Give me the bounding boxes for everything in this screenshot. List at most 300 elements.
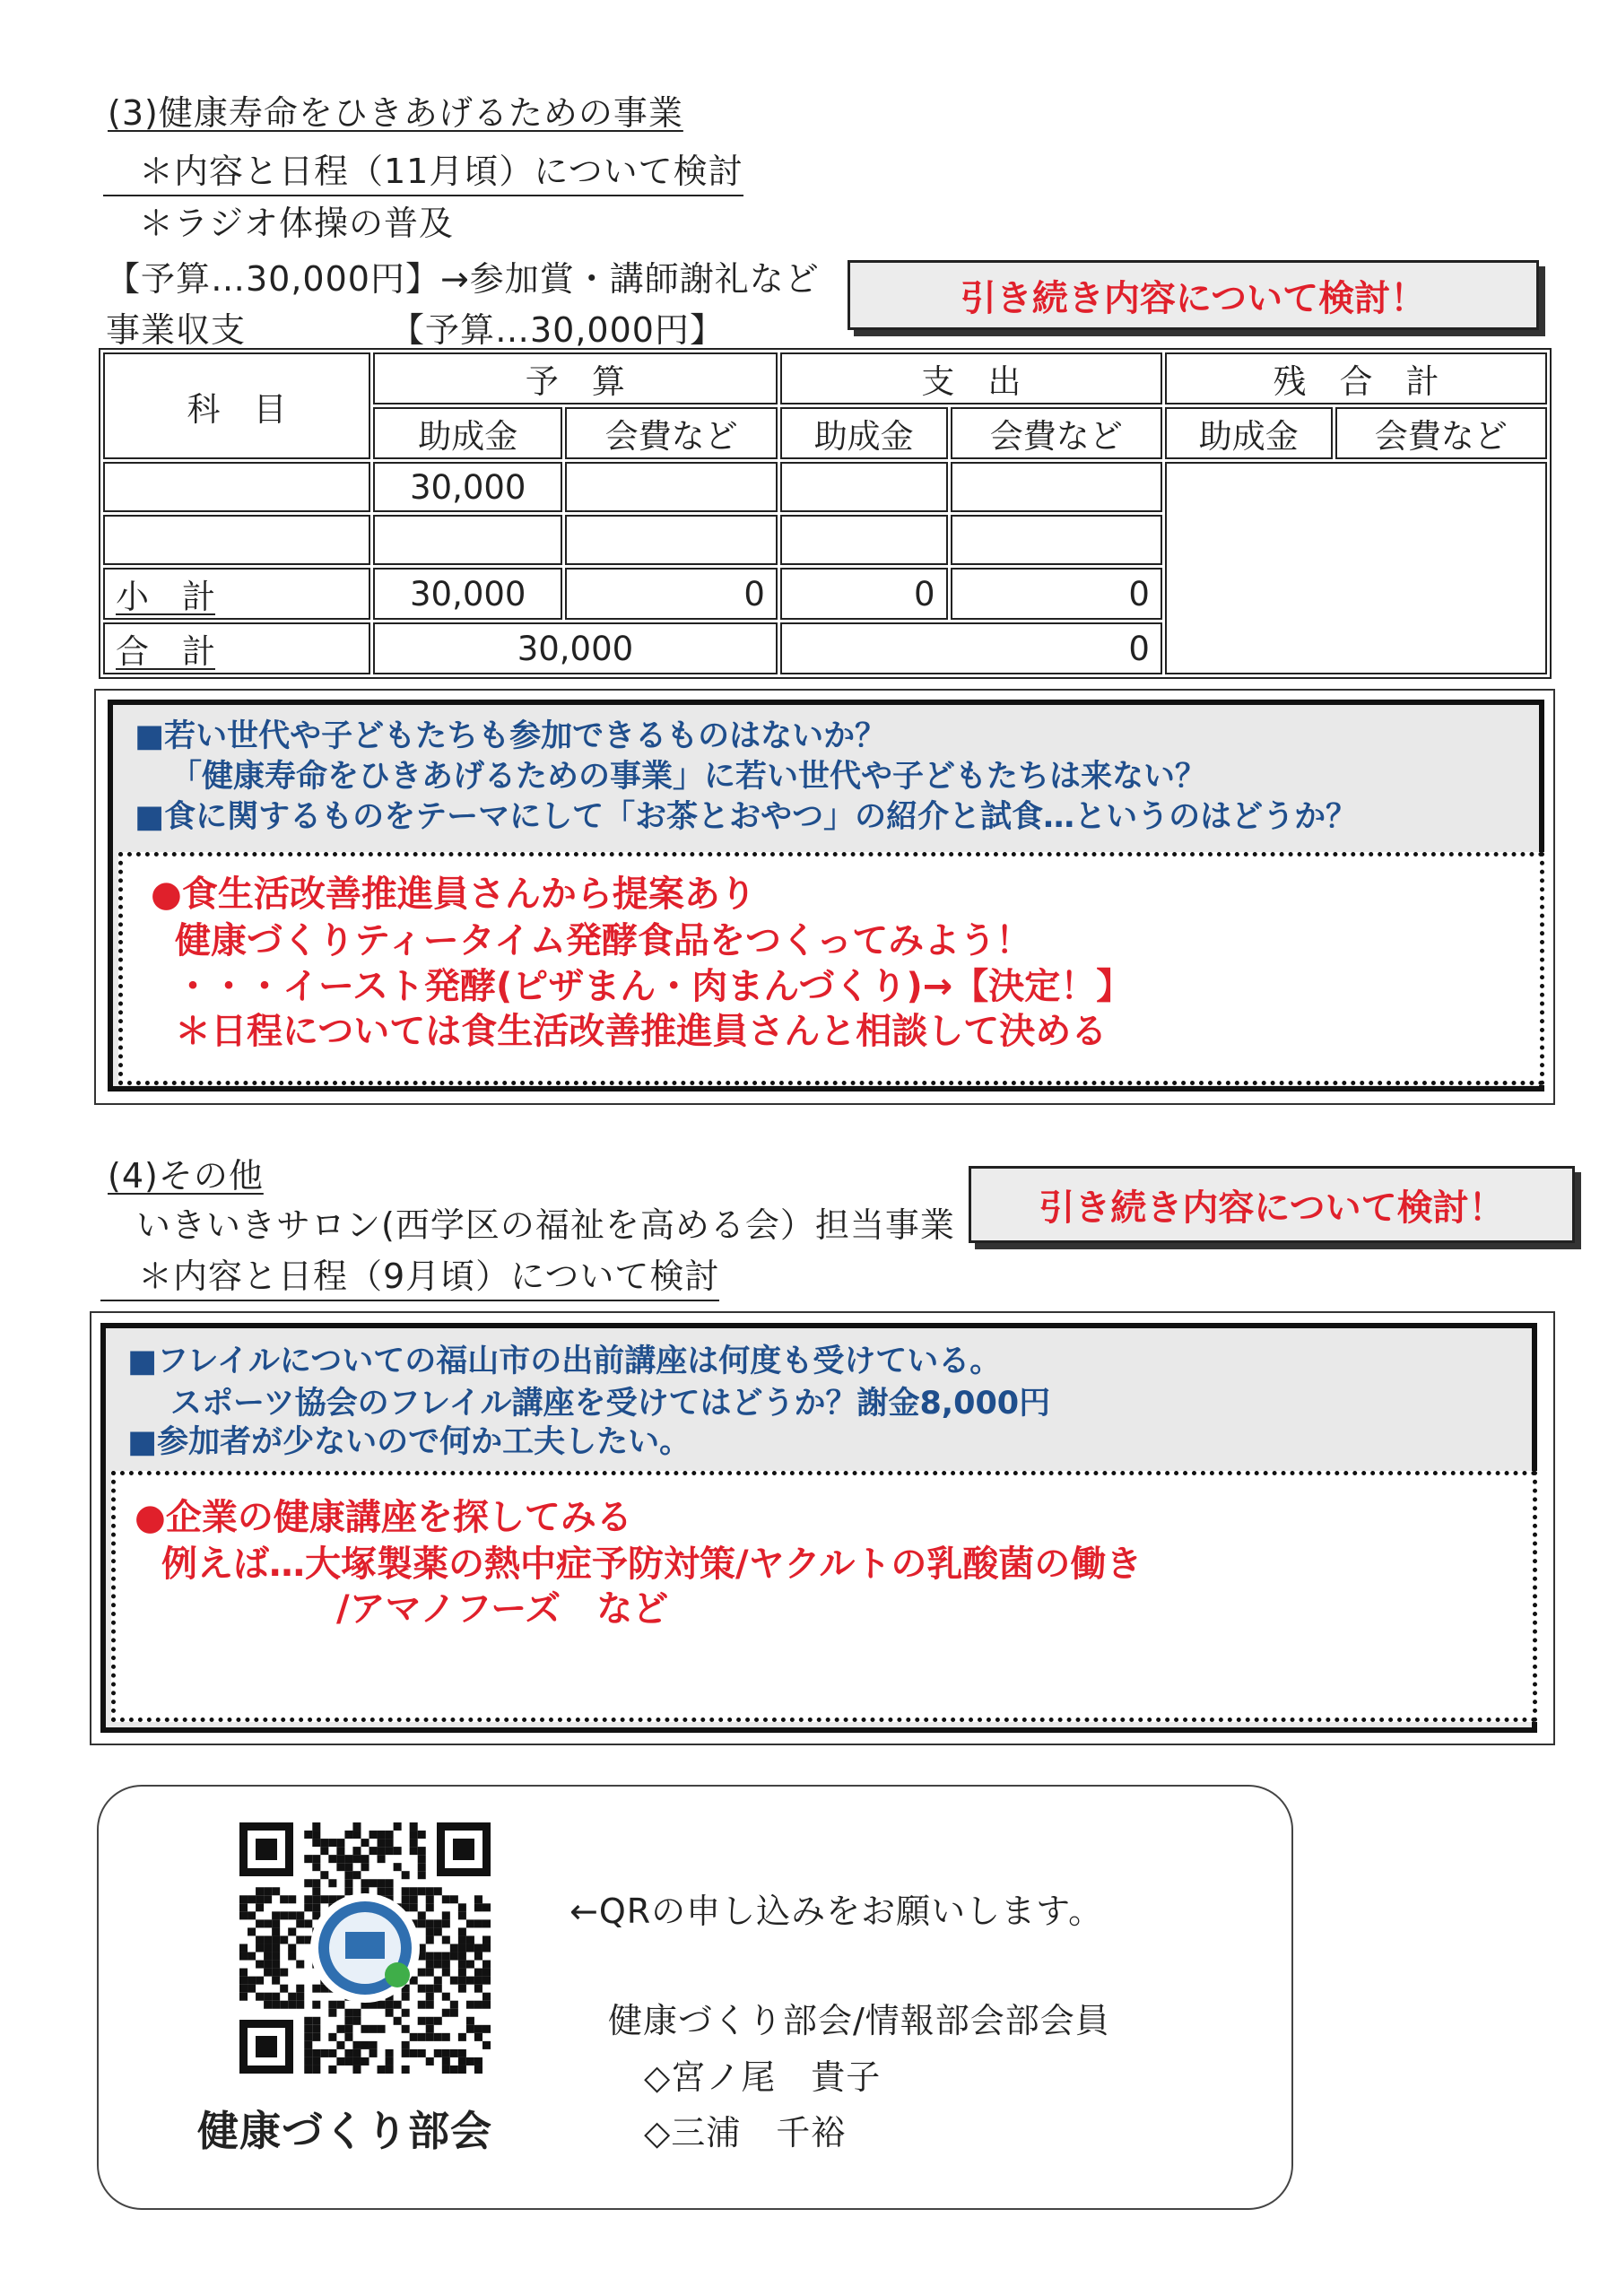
qr-module [272,1887,280,1895]
qr-module [386,1839,394,1847]
qr-module [256,1895,264,1903]
discussion1-a2: 健康づくりティータイム発酵食品をつくってみよう！ [175,920,1032,961]
qr-module [280,1985,288,1993]
qr-module [312,1895,320,1903]
qr-module [304,2041,312,2049]
qr-module [450,1977,458,1985]
qr-module [352,2017,361,2025]
qr-module [474,1969,482,1977]
qr-module [402,2009,410,2017]
qr-module [369,1847,378,1855]
qr-module [458,1903,466,1911]
qr-module [304,1879,312,1887]
qr-module [328,2033,336,2041]
qr-module [288,2001,296,2009]
qr-module [304,1919,312,1927]
qr-module [458,1977,466,1985]
qr-module [474,2033,482,2041]
row2-kamoku [103,515,370,565]
qr-module [248,1895,256,1903]
qr-module [402,2041,410,2049]
qr-module [336,1855,344,1863]
qr-module [402,2066,410,2074]
shokei-label: 小 計 [103,568,370,620]
qr-module [418,2049,426,2057]
qr-module [418,1911,426,1919]
qr-module [256,1935,264,1944]
qr-module [288,1911,296,1919]
qr-module [304,1903,312,1911]
qr-module [466,1919,474,1927]
qr-module [474,2025,482,2033]
qr-module [272,1911,280,1919]
qr-module [426,1993,434,2001]
qr-module [474,1952,482,1961]
qr-module [482,1977,491,1985]
qr-module [361,1855,369,1863]
qr-module [402,1895,410,1903]
discussion1-q3: ■食に関するものをテーマにして「お茶とおやつ」の紹介と試食…というのはどうか？ [135,799,1358,835]
shushi-budget: 【予算…30,000円】 [390,310,725,350]
qr-module [344,1887,352,1895]
header-shishutsu: 支 出 [780,352,1162,404]
zan-total-cell [1165,462,1547,674]
qr-module [239,1985,248,1993]
qr-module [312,1863,320,1871]
qr-module [336,2041,344,2049]
qr-module [369,1879,378,1887]
org-name: 健康づくり部会 [197,2107,492,2155]
qr-module [426,1961,434,1969]
qr-module [426,1927,434,1935]
qr-module [272,1944,280,1952]
qr-module [320,1847,328,1855]
qr-module [410,2033,418,2041]
qr-module [361,1879,369,1887]
qr-module [418,1831,426,1839]
gokei-yosan: 30,000 [373,622,778,674]
qr-module [418,1863,426,1871]
discussion1-a3: ・・・イースト発酵(ピザまん・肉まんづくり)→【決定！】 [175,966,1133,1007]
header-yosan: 予 算 [373,352,778,404]
qr-module [410,1822,418,1831]
qr-module [458,2057,466,2066]
qr-module [386,1847,394,1855]
qr-module [450,1895,458,1903]
section3-budget-line: 【予算…30,000円】→参加賞・講師謝礼など [106,259,820,299]
qr-module [394,1863,402,1871]
qr-module [264,1895,272,1903]
qr-module [369,2049,378,2057]
qr-module [239,1977,248,1985]
qr-module [482,1919,491,1927]
sub-josei: 助成金 [373,407,562,459]
discussion2-q3: ■参加者が少ないので何か工夫したい。 [127,1424,691,1460]
sub-kaihi: 会費など [951,407,1162,459]
qr-module [426,1952,434,1961]
qr-module [418,1969,426,1977]
qr-module [442,1895,450,1903]
qr-module [256,1887,264,1895]
row1-kamoku [103,462,370,512]
qr-module [296,1935,304,1944]
qr-module [361,1863,369,1871]
qr-module [378,1831,386,1839]
discussion1-q2: 「健康寿命をひきあげるための事業」に若い世代や子どもたちは来ない？ [170,759,1207,795]
qr-module [458,1911,466,1919]
qr-module [344,1863,352,1871]
qr-module [344,2033,352,2041]
qr-module [352,1855,361,1863]
qr-module [361,2041,369,2049]
qr-module [378,2025,386,2033]
row2-cell [780,515,948,565]
qr-module [442,2066,450,2074]
qr-module [402,1871,410,1879]
section4-heading: (4)その他 [108,1156,264,1196]
qr-module [264,1961,272,1969]
qr-module [256,1944,264,1952]
qr-module [369,2025,378,2033]
qr-module [361,1839,369,1847]
qr-module [386,1887,394,1895]
qr-module [434,1985,442,1993]
section3-item-radio: ＊ラジオ体操の普及 [139,204,455,243]
discussion1-q1: ■若い世代や子どもたちも参加できるものはないか？ [135,718,887,754]
qr-module [418,1887,426,1895]
qr-module [466,1944,474,1952]
qr-module [450,2001,458,2009]
qr-module [264,1952,272,1961]
qr-module [466,2057,474,2066]
qr-module [344,1855,352,1863]
qr-module [418,1847,426,1855]
qr-module [466,1977,474,1985]
qr-module [288,1993,296,2001]
qr-module [352,1847,361,1855]
qr-module [466,2025,474,2033]
qr-module [256,1961,264,1969]
qr-module [410,1831,418,1839]
qr-module [304,2066,312,2074]
members-title: 健康づくり部会/情報部会部会員 [608,2001,1110,2040]
qr-module [352,2066,361,2074]
qr-module [474,2057,482,2066]
qr-module [458,1985,466,1993]
qr-module [474,1977,482,1985]
qr-module [312,2017,320,2025]
qr-module [280,1969,288,1977]
qr-module [344,2025,352,2033]
qr-module [272,1927,280,1935]
qr-module [386,2001,394,2009]
qr-module [394,2017,402,2025]
qr-module [458,1969,466,1977]
qr-module [482,2001,491,2009]
qr-module [474,1903,482,1911]
qr-module [402,2025,410,2033]
qr-module [328,2049,336,2057]
qr-module [426,1935,434,1944]
qr-module [352,2057,361,2066]
qr-module [434,2033,442,2041]
qr-module [312,1985,320,1993]
qr-module [466,2001,474,2009]
qr-module [239,1895,248,1903]
qr-module [450,2009,458,2017]
qr-module [264,1935,272,1944]
shokei-shishutsu-kaihi: 0 [951,568,1162,620]
qr-module [304,2017,312,2025]
qr-module [458,1927,466,1935]
qr-module [239,1944,248,1952]
qr-module [394,1847,402,1855]
qr-module [248,1911,256,1919]
qr-module [458,1952,466,1961]
qr-module [426,1887,434,1895]
qr-module [426,2025,434,2033]
qr-module [344,2009,352,2017]
qr-module [386,1879,394,1887]
qr-module [344,1831,352,1839]
qr-module [418,2017,426,2025]
qr-module [264,1919,272,1927]
qr-module [434,1887,442,1895]
qr-module [248,1977,256,1985]
qr-module [450,1952,458,1961]
qr-module [386,2009,394,2017]
qr-module [352,2049,361,2057]
sub-kaihi: 会費など [565,407,777,459]
qr-module [280,1895,288,1903]
qr-module [328,2009,336,2017]
header-zan: 残 合 計 [1165,352,1547,404]
qr-module [458,1935,466,1944]
qr-module [418,1855,426,1863]
qr-module [378,1879,386,1887]
qr-module [272,1969,280,1977]
shokei-yosan-kaihi: 0 [565,568,777,620]
qr-module [328,1855,336,1863]
qr-module [410,1887,418,1895]
qr-module [239,1903,248,1911]
row1-yosan-josei: 30,000 [373,462,562,512]
qr-module [304,1831,312,1839]
qr-module [344,1871,352,1879]
qr-module [474,2001,482,2009]
discussion2-a1: ●企業の健康講座を探してみる [135,1497,632,1538]
qr-module [386,2049,394,2057]
qr-module [264,1944,272,1952]
qr-module [256,1903,264,1911]
qr-module [288,1952,296,1961]
qr-module [239,1969,248,1977]
qr-module [458,2033,466,2041]
qr-module [466,1961,474,1969]
qr-module [312,1839,320,1847]
member-2: ◇三浦 千裕 [644,2113,847,2152]
qr-module [344,1879,352,1887]
qr-module [442,2049,450,2057]
qr-module [418,1919,426,1927]
qr-module [442,1961,450,1969]
qr-module [394,2001,402,2009]
qr-module [264,2001,272,2009]
qr-module [386,2066,394,2074]
qr-module [426,2057,434,2066]
qr-module [386,1831,394,1839]
qr-module [434,1927,442,1935]
section4-line2: ＊内容と日程（9月頃）について検討 [100,1248,719,1301]
qr-module [304,2057,312,2066]
qr-module [442,1919,450,1927]
header-kamoku: 科 目 [103,352,370,459]
qr-module [458,2049,466,2057]
qr-module [442,1911,450,1919]
qr-module [336,2001,344,2009]
qr-module [361,2057,369,2066]
qr-module [312,1822,320,1831]
row1-cell [565,462,777,512]
qr-module [434,2049,442,2057]
qr-module [296,1993,304,2001]
qr-module [402,2049,410,2057]
qr-module [312,2057,320,2066]
qr-module [458,1961,466,1969]
budget-table [99,348,1552,679]
qr-module [312,2001,320,2009]
qr-module [320,1871,328,1879]
qr-module [378,1887,386,1895]
qr-module [482,2025,491,2033]
qr-module [256,1993,264,2001]
qr-module [466,2017,474,2025]
qr-module [336,1847,344,1855]
qr-module [352,2041,361,2049]
qr-module [426,2001,434,2009]
discussion2-q2: スポーツ協会のフレイル講座を受けてはどうか？謝金8,000円 [170,1386,1051,1422]
qr-module [410,2049,418,2057]
qr-module [410,1895,418,1903]
qr-module [434,1961,442,1969]
qr-module [361,2025,369,2033]
qr-module [272,1993,280,2001]
qr-module [418,2001,426,2009]
qr-module [320,2049,328,2057]
qr-module [288,1895,296,1903]
qr-module [378,1839,386,1847]
qr-module [264,1887,272,1895]
qr-module [442,1993,450,2001]
qr-module [442,1969,450,1977]
qr-module [410,1839,418,1847]
discussion1-a1: ●食生活改善推進員さんから提案あり [151,874,756,915]
qr-module [336,2025,344,2033]
qr-module [312,1887,320,1895]
qr-module [320,1839,328,1847]
row2-cell [951,515,1162,565]
qr-module [264,1993,272,2001]
qr-module [248,1952,256,1961]
qr-module [442,1935,450,1944]
discussion1-a4: ＊日程については食生活改善推進員さんと相談して決める [175,1011,1108,1052]
qr-module [482,1935,491,1944]
section4-callout: 引き続き内容について検討！ [969,1166,1575,1243]
qr-module [272,1919,280,1927]
qr-module [256,1919,264,1927]
qr-module [434,2017,442,2025]
qr-module [296,1919,304,1927]
qr-module [312,2066,320,2074]
qr-module [272,1961,280,1969]
qr-module [426,2033,434,2041]
qr-module [474,1944,482,1952]
qr-module [434,1977,442,1985]
qr-module [434,1952,442,1961]
qr-module [450,2066,458,2074]
qr-module [336,2057,344,2066]
qr-module [304,1895,312,1903]
qr-module [466,1935,474,1944]
qr-module [442,2033,450,2041]
qr-module [378,2001,386,2009]
qr-module [239,1911,248,1919]
qr-module [352,1871,361,1879]
qr-module [296,1911,304,1919]
qr-module [272,1977,280,1985]
shokei-yosan-josei: 30,000 [373,568,562,620]
qr-module [304,2033,312,2041]
qr-module [312,2049,320,2057]
sub-josei: 助成金 [1165,407,1333,459]
qr-module [312,1879,320,1887]
qr-module [328,2001,336,2009]
qr-module [426,1969,434,1977]
qr-module [426,1903,434,1911]
qr-module [272,1935,280,1944]
qr-module [482,1944,491,1952]
qr-module [482,1961,491,1969]
qr-module [426,2017,434,2025]
qr-module [458,2066,466,2074]
qr-module [442,2057,450,2066]
qr-module [312,1903,320,1911]
section4-line1: いきいきサロン(西学区の福祉を高める会）担当事業 [136,1205,955,1245]
discussion2-a2: 例えば…大塚製薬の熱中症予防対策/ヤクルトの乳酸菌の働き [161,1544,1143,1585]
shokei-shishutsu-josei: 0 [780,568,948,620]
qr-module [442,2009,450,2017]
qr-module [312,2025,320,2033]
qr-module [482,1903,491,1911]
qr-module [312,2033,320,2041]
qr-code-icon[interactable] [239,1822,491,2074]
row1-cell [951,462,1162,512]
qr-module [352,1831,361,1839]
qr-module [280,2001,288,2009]
qr-module [288,1927,296,1935]
qr-module [450,2049,458,2057]
row2-cell [565,515,777,565]
qr-module [296,1961,304,1969]
qr-module [352,2009,361,2017]
qr-module [426,1895,434,1903]
qr-module [482,2041,491,2049]
row2-cell [373,515,562,565]
qr-module [378,1855,386,1863]
qr-module [336,1863,344,1871]
qr-module [312,1831,320,1839]
qr-module [304,1855,312,1863]
